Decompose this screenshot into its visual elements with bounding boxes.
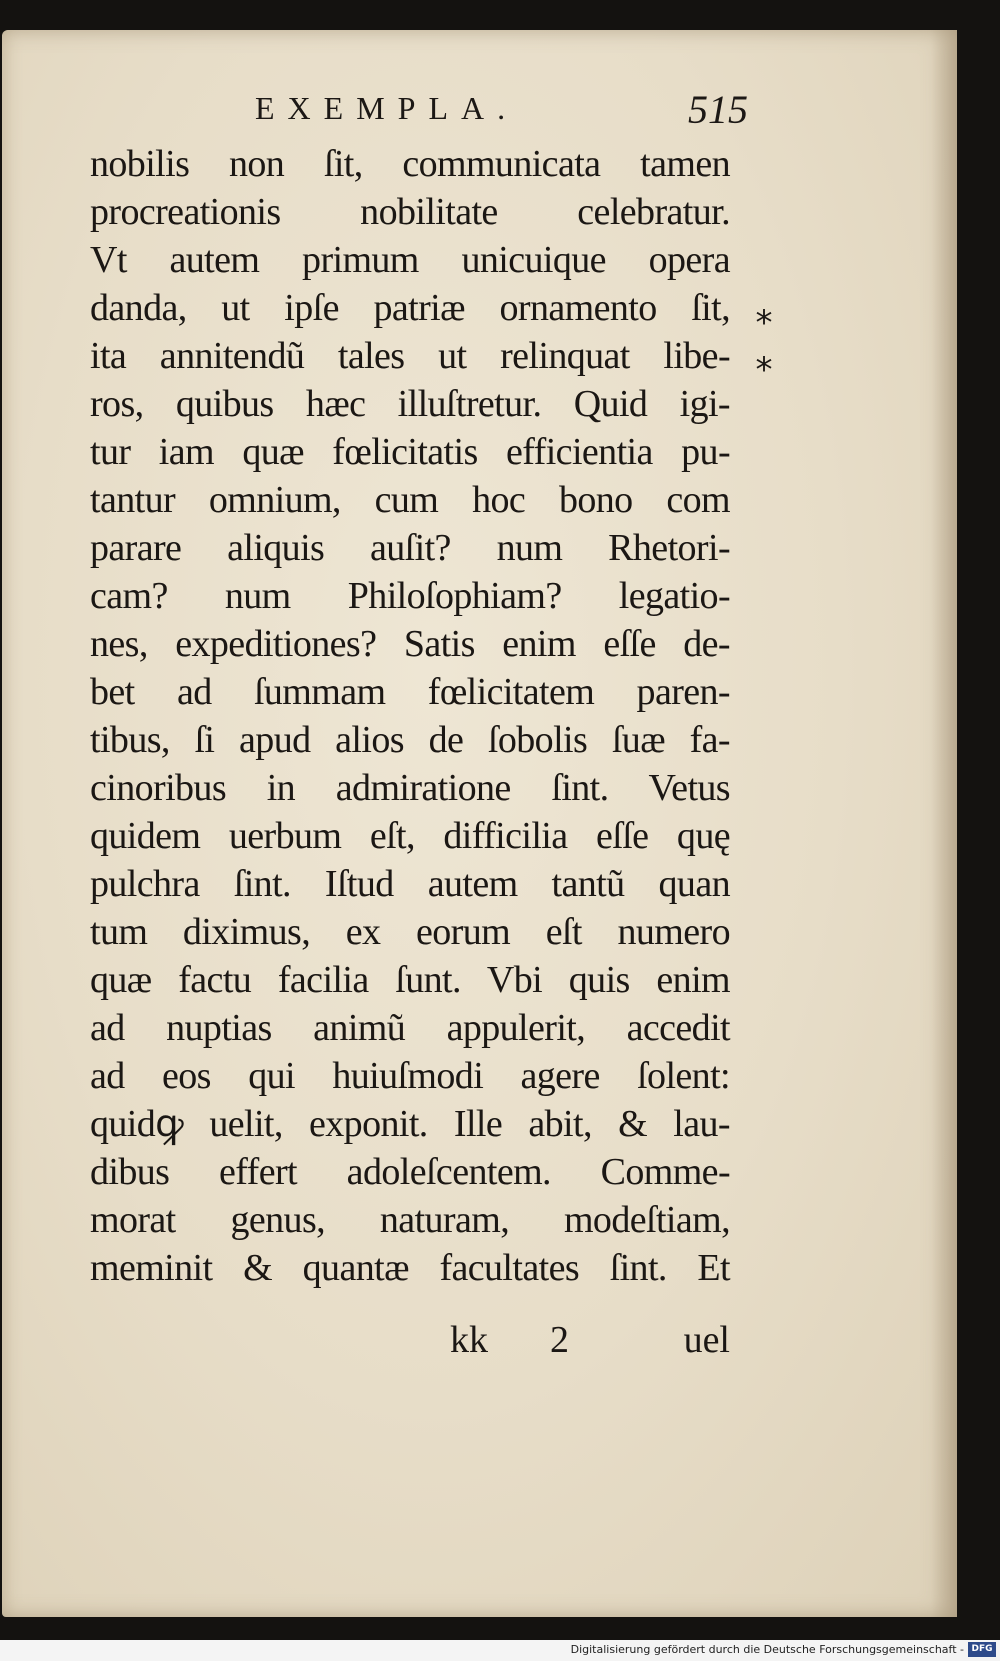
text-line: morat genus, naturam, modeſtiam,	[90, 1199, 730, 1241]
running-head	[120, 70, 748, 130]
footer-band	[0, 1640, 1000, 1661]
text-line: ita annitendũ tales ut relinquat libe-	[90, 335, 730, 377]
text-line: tantur omnium, cum hoc bono com	[90, 479, 730, 521]
text-line: dibus effert adoleſcentem. Comme-	[90, 1151, 730, 1193]
signature-number: 2	[550, 1319, 569, 1361]
text-line: meminit & quantæ facultates ſint. Et	[90, 1247, 730, 1289]
text-line: quæ factu facilia ſunt. Vbi quis enim	[90, 959, 730, 1001]
margin-asterisk: *	[755, 303, 773, 343]
text-line: tur iam quæ fœlicitatis efficientia pu-	[90, 431, 730, 473]
footer-credit: Digitalisierung gefördert durch die Deutsche Forschungsgemeinschaft -	[570, 1643, 964, 1656]
text-line: procreationis nobilitate celebratur.	[90, 191, 730, 233]
dfg-logo: DFG	[968, 1642, 996, 1657]
text-line: parare aliquis auſit? num Rhetori-	[90, 527, 730, 569]
signature-line	[90, 1318, 730, 1366]
signature-mark: kk	[450, 1319, 488, 1361]
page-gutter-shadow	[931, 30, 957, 1617]
running-head-title: EXEMPLA.	[255, 90, 519, 126]
text-line: quidem uerbum eſt, difficilia eſſe quę	[90, 815, 730, 857]
text-line: bet ad ſummam fœlicitatem paren-	[90, 671, 730, 713]
catchword: uel	[683, 1319, 730, 1361]
text-line: pulchra ſint. Iſtud autem tantũ quan	[90, 863, 730, 905]
text-line: ad nuptias animũ appulerit, accedit	[90, 1007, 730, 1049]
text-line: Vt autem primum unicuique opera	[90, 239, 730, 281]
text-line: cinoribus in admiratione ſint. Vetus	[90, 767, 730, 809]
text-line: nobilis non ſit, communicata tamen	[90, 143, 730, 185]
body-text	[90, 140, 730, 1292]
text-line: tibus, ſi apud alios de ſobolis ſuæ fa-	[90, 719, 730, 761]
text-line: ad eos qui huiuſmodi agere ſolent:	[90, 1055, 730, 1097]
page-number: 515	[688, 87, 748, 132]
text-line: ros, quibus hæc illuſtretur. Quid igi-	[90, 383, 730, 425]
text-line: danda, ut ipſe patriæ ornamento ſit,	[90, 287, 730, 329]
text-line: cam? num Philoſophiam? legatio-	[90, 575, 730, 617]
margin-asterisk: *	[755, 350, 773, 390]
text-line: quidꝙ uelit, exponit. Ille abit, & lau-	[90, 1103, 730, 1145]
text-line: tum diximus, ex eorum eſt numero	[90, 911, 730, 953]
text-line: nes, expeditiones? Satis enim eſſe de-	[90, 623, 730, 665]
